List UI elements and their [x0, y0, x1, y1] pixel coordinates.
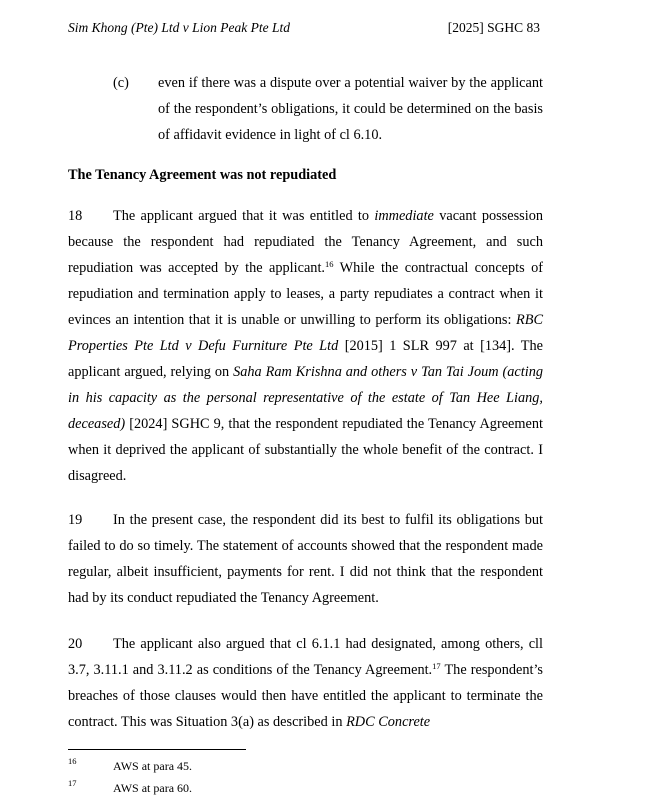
paragraph-20 — [68, 631, 543, 735]
running-header-citation: [2025] SGHC 83 — [447, 20, 540, 35]
case-citation: RBC Properties Pte Ltd v Defu Furniture Pte Ltd — [68, 312, 543, 354]
paragraph-text: [2015] 1 SLR 997 at [134]. The applicant argued, relying on — [68, 338, 544, 380]
subparagraph-c — [113, 70, 543, 148]
section-heading: The Tenancy Agreement was not repudiated — [68, 167, 337, 183]
emphasis-text: immediate — [374, 208, 434, 224]
paragraph-number: 18 — [68, 208, 83, 224]
paragraph-text: The respondent’s breaches of those clauses would then have entitled the applicant to terminate the contract. This was Situation 3(a) as described in — [68, 662, 543, 730]
paragraph-19 — [68, 507, 543, 611]
paragraph-number: 19 — [68, 512, 83, 528]
paragraph-text: In the present case, the respondent did its best to fulfil its obligations but failed to do so timely. The statement of accounts showed that the respondent made regular, albeit insufficient, payments for rent. I did not think that the respondent had by its conduct repudiated the Tenancy Agreement. — [68, 512, 543, 606]
paragraph-number: 20 — [68, 636, 83, 652]
case-citation: Saha Ram Krishna and others v Tan Tai Joum (acting in his capacity as the personal representative of the estate of Tan Hee Liang, deceased) — [68, 364, 543, 432]
paragraph-text: While the contractual concepts of repudiation and termination apply to leases, a party repudiates a contract when it evinces an intention that it is unable or unwilling to perform its obligations: — [68, 260, 543, 328]
paragraph-text: The applicant argued that it was entitled to — [113, 208, 375, 224]
paragraph-text: [2024] SGHC 9, that the respondent repudiated the Tenancy Agreement when it deprived the applicant of substantially the whole benefit of the contract. I disagreed. — [68, 416, 543, 484]
footnote-text: AWS at para 45. — [113, 759, 193, 773]
paragraph-text: The applicant also argued that cl 6.1.1 had designated, among others, cll 3.7, 3.11.1 and 3.11.2 as conditions of the Tenancy Agreement. — [68, 636, 543, 678]
subparagraph-label: (c) — [113, 75, 129, 91]
paragraph-18 — [68, 203, 543, 489]
footnote-ref-17[interactable]: 17 — [432, 661, 441, 671]
footnote-number: 16 — [68, 756, 77, 766]
paragraph-text: vacant possession because the respondent had repudiated the Tenancy Agreement, and such repudiation was accepted by the applicant. — [68, 208, 543, 276]
footnote-number: 17 — [68, 778, 77, 788]
case-citation: RDC Concrete — [346, 714, 431, 730]
footnote-separator — [68, 749, 246, 750]
running-header-case-name: Sim Khong (Pte) Ltd v Lion Peak Pte Ltd — [68, 20, 290, 35]
footnote-text: AWS at para 60. — [113, 781, 193, 795]
subparagraph-text: even if there was a dispute over a potential waiver by the applicant of the respondent’s obligations, it could be determined on the basis of affidavit evidence in light of cl 6.10. — [158, 75, 543, 143]
footnote-ref-16[interactable]: 16 — [325, 259, 334, 269]
